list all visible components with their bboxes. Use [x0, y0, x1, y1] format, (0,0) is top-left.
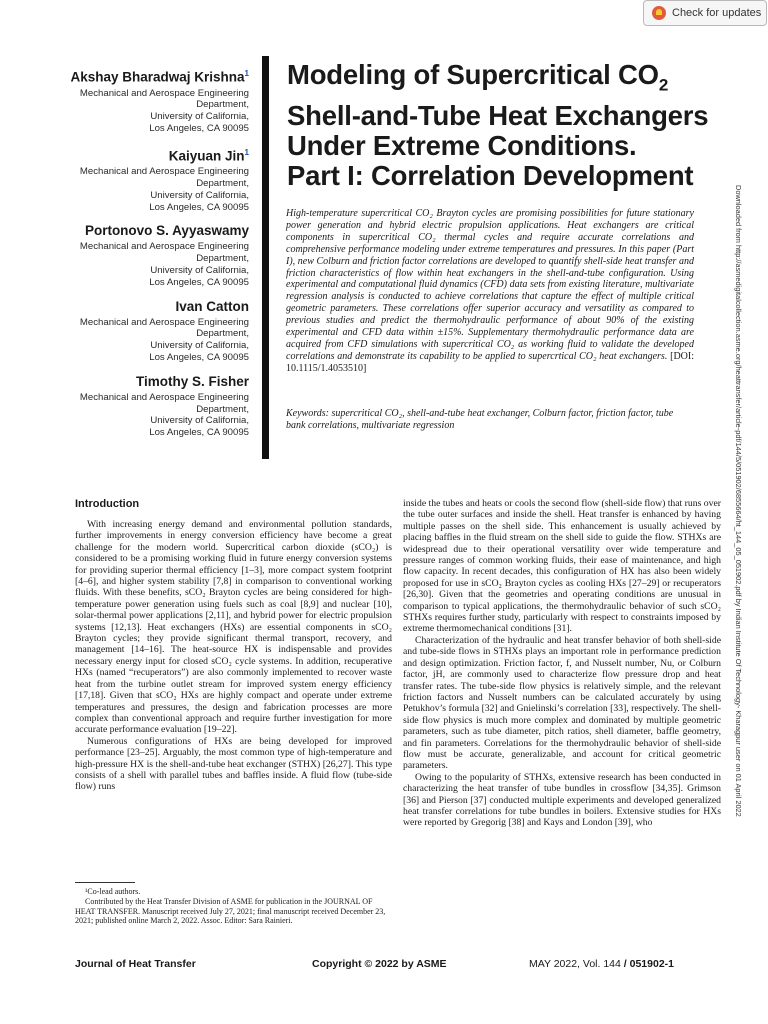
author-name	[60, 223, 249, 239]
affiliation-line: Los Angeles, CA 90095	[149, 351, 249, 363]
check-for-updates-button[interactable]	[643, 0, 767, 26]
keywords	[286, 408, 694, 432]
affiliation-line: Mechanical and Aerospace Engineering	[79, 316, 249, 328]
download-notice: Downloaded from http://asmedigitalcollection.asme.org/heattransfer/article-pdf/144/5/051902/6855664/ht_144_05_051902.pdf by Indian Institute Of Technology- Kharagpur user on 01 April 2022	[734, 185, 743, 817]
body-column-right	[403, 498, 721, 829]
section-heading-introduction: Introduction	[75, 498, 140, 510]
check-for-updates-label: Check for updates	[672, 7, 762, 19]
title-line-3: Under Extreme Conditions.	[287, 129, 637, 161]
author-affiliation	[60, 241, 249, 288]
author-name	[60, 145, 249, 165]
affiliation-line: Department,	[196, 403, 249, 415]
body-column-left	[75, 498, 392, 793]
author-name	[60, 299, 249, 315]
footer-copyright: Copyright © 2022 by ASME	[312, 958, 447, 970]
affiliation-line: Mechanical and Aerospace Engineering	[79, 166, 249, 178]
doi-link[interactable]: [DOI: 10.1115/1.4053510]	[286, 350, 694, 374]
footer-volume: MAY 2022, Vol. 144	[529, 958, 621, 970]
footnote-rule	[75, 882, 135, 883]
footer-journal: Journal of Heat Transfer	[75, 958, 196, 970]
affiliation-line: Department,	[196, 253, 249, 265]
affiliation-line: Mechanical and Aerospace Engineering	[79, 241, 249, 253]
abstract	[286, 208, 694, 375]
affiliation-line: Department,	[196, 328, 249, 340]
affiliation-line: University of California,	[150, 415, 249, 427]
affiliation-line: Los Angeles, CA 90095	[149, 276, 249, 288]
author-name-text: Portonovo S. Ayyaswamy	[84, 223, 249, 239]
affiliation-line: University of California,	[150, 111, 249, 123]
affiliation-line: Los Angeles, CA 90095	[149, 427, 249, 439]
author-name-text: Ivan Catton	[175, 298, 249, 314]
title-line-1: Modeling of Supercritical CO	[287, 59, 659, 90]
abstract-text: High-temperature supercritical CO₂ Brayton cycles are promising possibilities for future stationary power generation and hybrid electric propulsion applications. Heat exchangers are critical components in supercritical CO₂ thermal cycles and require accurate correlations and comprehensive performance modeling under extreme temperatures and pressures. In this paper (Part I), new Colburn and friction factor correlations are developed to quantify shell-side heat transfer and friction characteristics of flow within heat exchangers in the shell-and-tube configuration. Using experimental and computational fluid dynamics (CFD) data sets from existing literature, multivariate regression analysis is conducted to achieve correlations that capture the effect of multiple critical geometric parameters. These correlations offer superior accuracy and versatility as compared to previous studies and predict the thermohydraulic performance of about 90% of the existing experimental and CFD data within ±15%. Supplementary thermohydraulic performance data are acquired from CFD simulations with supercritical CO₂ as working fluid to validate the developed correlations and demonstrate its capability to be applied to supercrtical CO₂ heat exchangers.	[286, 208, 694, 362]
author-name-text: Kaiyuan Jin	[168, 148, 245, 164]
keywords-label: Keywords:	[286, 408, 329, 419]
author-name	[60, 66, 249, 86]
author-footnote-marker[interactable]: 1	[244, 69, 249, 78]
affiliation-line: Mechanical and Aerospace Engineering	[79, 391, 249, 403]
footnote-submission: Contributed by the Heat Transfer Division of ASME for publication in the JOURNAL OF HEAT TRANSFER. Manuscript received July 27, 2021; final manuscript received December 23, 2021; published online March 2, 2022. Assoc. Editor: Sara Rainieri.	[75, 896, 386, 926]
author-list	[60, 66, 249, 449]
author-footnote-marker[interactable]: 1	[244, 147, 249, 157]
affiliation-line: University of California,	[150, 340, 249, 352]
keywords-text: supercritical CO₂, shell-and-tube heat exchanger, Colburn factor, friction factor, tube bank correlations, multivariate regression	[286, 408, 674, 431]
paper-title	[287, 60, 747, 191]
affiliation-line: Department,	[196, 99, 249, 111]
author-affiliation	[60, 392, 249, 439]
author-name-text: Timothy S. Fisher	[135, 373, 249, 389]
affiliation-line: Department,	[196, 177, 249, 189]
footnote-colead: ¹Co-lead authors.	[85, 887, 141, 896]
title-divider-bar	[262, 56, 269, 459]
paragraph: Numerous configurations of HXs are being developed for improved performance [23–25]. Arguably, the most common type of high-temperature and high-pressure HX is the shell-and-tube heat exchanger (STHX) [26,27]. This type consists of a shell with parallel tubes and baffles inside. A fluid flow (tube-side flow) runs	[75, 735, 392, 793]
crossmark-icon	[652, 6, 666, 20]
author-affiliation	[60, 166, 249, 213]
title-subscript: 2	[658, 75, 669, 95]
title-line-4: Part I: Correlation Development	[287, 159, 694, 191]
affiliation-line: Mechanical and Aerospace Engineering	[79, 87, 249, 99]
footnotes	[75, 887, 392, 926]
author-affiliation	[60, 317, 249, 364]
affiliation-line: University of California,	[150, 264, 249, 276]
author-name	[60, 374, 249, 390]
footer-page-number: 051902-1	[629, 958, 674, 970]
footer-issue: MAY 2022, Vol. 144 / 051902-1	[529, 958, 674, 970]
affiliation-line: University of California,	[150, 189, 249, 201]
paragraph: Characterization of the hydraulic and heat transfer behavior of both shell-side and tube-side flows in STHXs plays an important role in performance prediction and design optimization. Friction factor, f, and Nusselt number, Nu, or Colburn factor, jH, are commonly used to characterize flow pressure drop and heat transfer rates. The tube-side flow physics is relatively simple, and the relevant friction factors and Nusselt numbers can be calculated accurately by using Petukhov’s formula [32] and Gnielinski’s correlation [33], respectively. The shell-side flow physics is much more complex and dominated by multiple geometric parameters, such as tube diameter, pitch ratios, shell diameter, baffle geometry, and fin parameters. Correlations for the thermohydraulic behavior of shell-side flow must be accurate, generalizable, and account for critical geometric parameters.	[403, 634, 721, 772]
author-name-text: Akshay Bharadwaj Krishna	[70, 69, 245, 85]
paragraph: inside the tubes and heats or cools the second flow (shell-side flow) that runs over the tube outer surfaces and inside the shell. Heat transfer is enhanced by having multiple passes on the shell side. This enhancement is usually achieved by placing baffles in the fluid stream on the shell side to guide the flow. STHXs are widespread due to their operational versatility over wide temperature and pressure ranges of common working fluids, their ease of maintenance, and high flow capacity. In recent decades, this configuration of HX has also been widely proposed for use in sCO₂ Brayton cycles as cooling HXs [27–29] or recuperators [26,30]. Given that the geometries and operating conditions are unusual in comparison to typical applications, the thermohydraulic behavior of such sCO₂ STHXs requires further study, particularly with respect to constraints imposed by extreme thermomechanical conditions [31].	[403, 498, 721, 635]
paragraph: Owing to the popularity of STHXs, extensive research has been conducted in characterizing the heat transfer of tube bundles in crossflow [34,35]. Grimson [36] and Pierson [37] conducted multiple experiments and developed generalized heat transfer correlations for tube bundles in boilers. Extensive studies for HXs were reported by Gregorig [38] and Kays and London [39], who	[403, 771, 721, 829]
affiliation-line: Los Angeles, CA 90095	[149, 122, 249, 134]
paragraph: With increasing energy demand and environmental pollution standards, further improvements in energy conversion efficiency have become a great challenge for the modern world. Supercritical carbon dioxide (sCO₂) is considered to be a promising working fluid in future energy conversion systems for providing superior thermal efficiency [1–3], more compact system footprint [4–6], and higher system stability [7,8] in comparison to conventional working fluids. With these benefits, sCO₂ Brayton cycles are being considered for high-temperature power generation using fuels such as coal [8,9] and nuclear [10], solar-thermal power applications [2,11], and hybrid power for electric propulsion systems [12,13]. Heat exchangers (HXs) are essential components in sCO₂ Brayton cycles; they provide significant thermal transport, recovery, and management [14–16]. The heat-source HX is indispensable and provides necessary energy input for closed sCO₂ cycle systems. In addition, recuperative HXs (named “recuperators”) are also commonly implemented to recover waste heat from the turbine outlet stream for improved system energy efficiency [17,18]. Given that sCO₂ HXs are highly compact and operate under extreme temperatures and pressures, the design and fabrication processes are more complex than conventional approach and require further investigation for more accurate performance evaluation [19–22].	[75, 519, 392, 736]
affiliation-line: Los Angeles, CA 90095	[149, 201, 249, 213]
author-affiliation	[60, 88, 249, 135]
title-line-2: Shell-and-Tube Heat Exchangers	[287, 99, 709, 131]
